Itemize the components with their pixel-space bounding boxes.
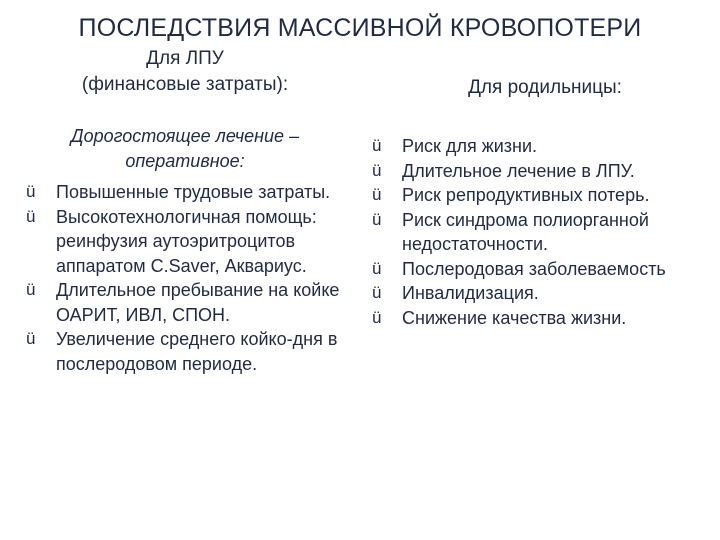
- list-item: [372, 281, 702, 306]
- checkmark-icon: ü: [372, 209, 382, 229]
- checkmark-icon: ü: [372, 136, 382, 155]
- list-item: [372, 306, 702, 331]
- left-intro-line2: оперативное:: [125, 151, 245, 171]
- list-item-text: Увеличение среднего койко-дня в послеродовом периоде.: [56, 329, 338, 374]
- checkmark-icon: ü: [372, 283, 382, 302]
- left-heading-line2: (финансовые затраты):: [81, 74, 289, 95]
- list-item-text: Длительное лечение в ЛПУ.: [402, 160, 635, 181]
- list-item: [372, 257, 702, 282]
- list-item: [26, 180, 341, 205]
- list-item-text: Риск синдрома полиорганной недостаточности.: [402, 209, 649, 254]
- checkmark-icon: ü: [372, 307, 382, 327]
- list-item: [26, 278, 341, 327]
- right-column-heading: Для родильницы:: [468, 77, 622, 98]
- left-checklist: [26, 180, 341, 376]
- list-item: [372, 183, 702, 208]
- left-column-heading: [40, 46, 330, 98]
- checkmark-icon: ü: [26, 206, 36, 226]
- checkmark-icon: ü: [372, 185, 382, 204]
- list-item-text: Риск репродуктивных потерь.: [402, 185, 650, 205]
- checkmark-icon: ü: [26, 182, 36, 201]
- list-item-text: Длительное пребывание на койке ОАРИТ, ИВЛ, СПОН.: [56, 280, 340, 325]
- list-item-text: Риск для жизни.: [402, 136, 538, 156]
- slide-title: ПОСЛЕДСТВИЯ МАССИВНОЙ КРОВОПОТЕРИ: [78, 14, 642, 42]
- checkmark-icon: ü: [26, 280, 36, 299]
- list-item: [372, 208, 702, 257]
- list-item-text: Снижение качества жизни.: [402, 307, 627, 328]
- list-item-text: Послеродовая заболеваемость: [402, 258, 666, 279]
- list-item: [372, 134, 702, 159]
- checkmark-icon: ü: [372, 160, 382, 180]
- list-item-text: Повышенные трудовые затраты.: [56, 182, 331, 202]
- checkmark-icon: ü: [26, 329, 36, 348]
- left-heading-line1: Для ЛПУ: [146, 48, 224, 69]
- list-item-text: Высокотехнологичная помощь: реинфузия аутоэритроцитов аппаратом C.Saver, Аквариус.: [56, 206, 317, 276]
- list-item: [372, 159, 702, 184]
- left-intro-line1: Дорогостоящее лечение –: [70, 126, 300, 146]
- checkmark-icon: ü: [372, 258, 382, 278]
- right-checklist: [372, 134, 702, 330]
- list-item-text: Инвалидизация.: [402, 283, 539, 303]
- left-intro: [40, 124, 330, 174]
- list-item: [26, 205, 341, 279]
- list-item: [26, 327, 341, 376]
